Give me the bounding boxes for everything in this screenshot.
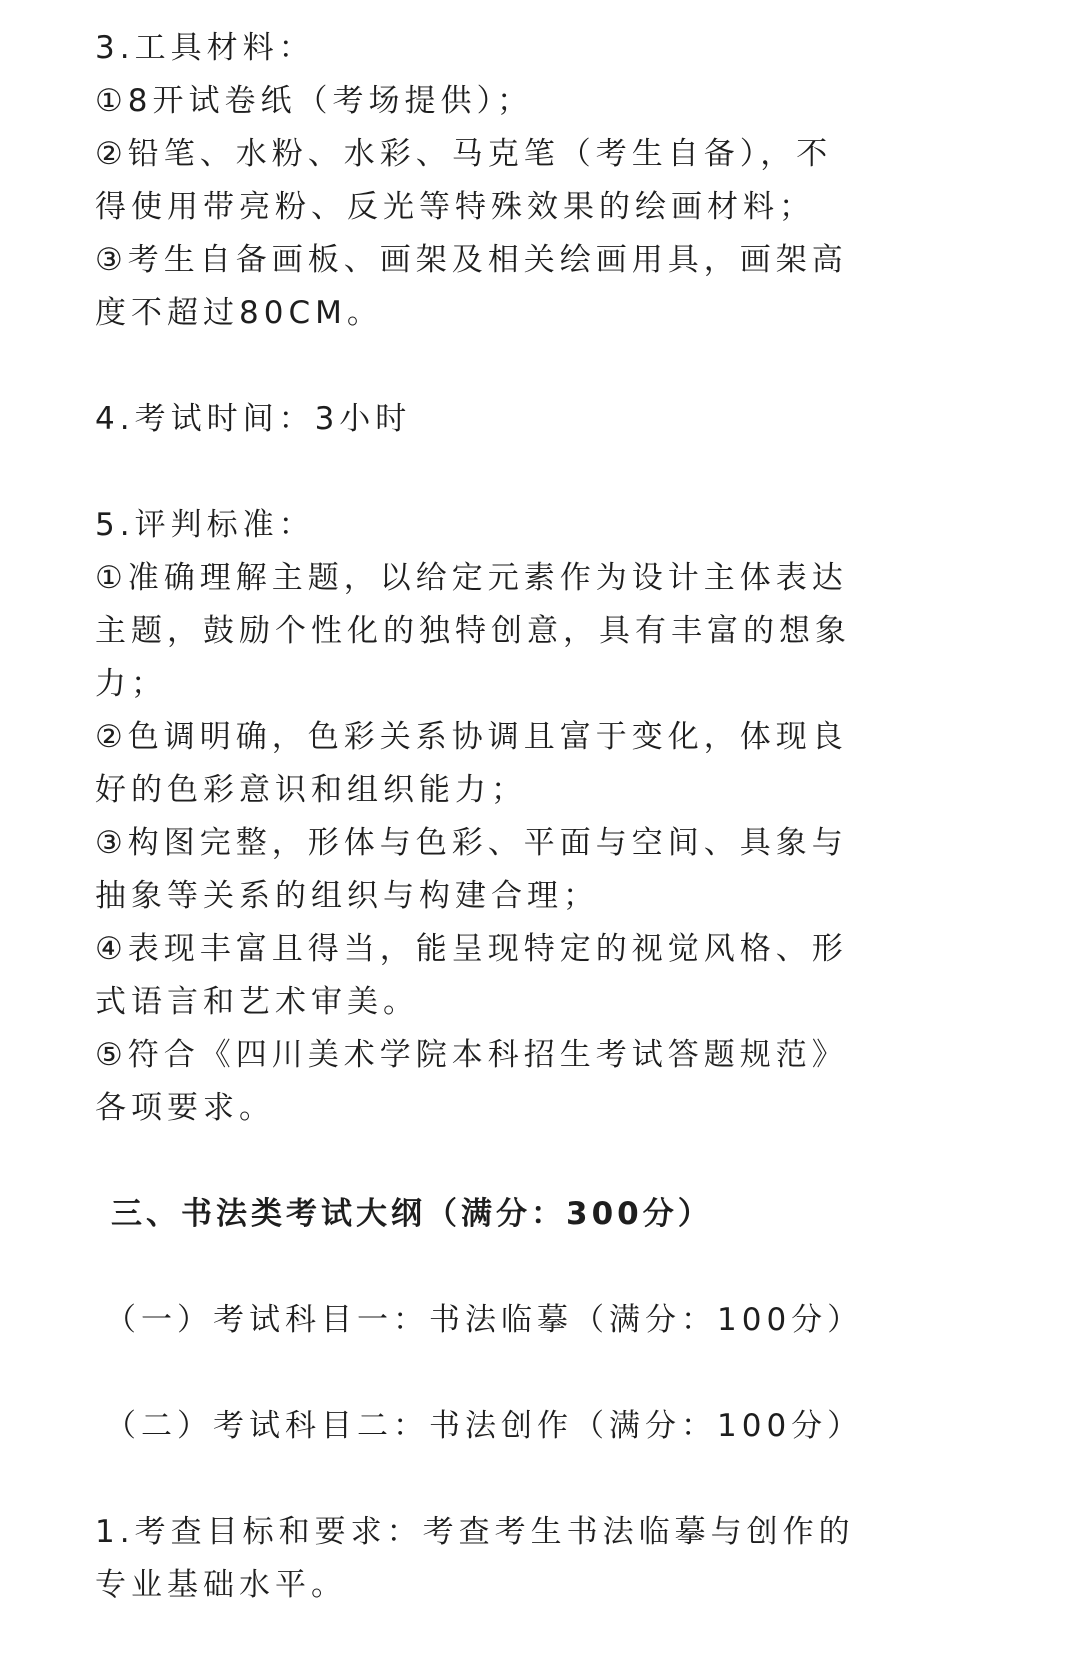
materials-item-3-line-2: 度不超过80CM。 [95,295,383,331]
materials-item-1: ①8开试卷纸（考场提供）； [95,83,534,119]
calligraphy-subject-2: （二）考试科目二：书法创作（满分：100分） [105,1408,864,1444]
calligraphy-heading: 三、书法类考试大纲（满分：300分） [111,1196,713,1232]
criteria-section [95,499,975,1135]
spacer [95,1135,975,1188]
criteria-item-5-line-1: ⑤符合《四川美术学院本科招生考试答题规范》 [95,1037,848,1073]
spacer [95,1347,975,1400]
calligraphy-goal-line-2: 专业基础水平。 [95,1567,347,1603]
calligraphy-goal-line-1: 1.考查目标和要求：考查考生书法临摹与创作的 [95,1514,855,1550]
materials-item-2-line-2: 得使用带亮粉、反光等特殊效果的绘画材料； [95,189,815,225]
criteria-item-3-line-1: ③构图完整，形体与色彩、平面与空间、具象与 [95,825,848,861]
calligraphy-section [95,1188,975,1612]
time-section [95,393,975,446]
criteria-item-3-line-2: 抽象等关系的组织与构建合理； [95,878,599,914]
criteria-item-1-line-3: 力； [95,666,167,702]
calligraphy-subject-1: （一）考试科目一：书法临摹（满分：100分） [105,1302,864,1338]
materials-heading: 3.工具材料： [95,30,315,66]
criteria-item-4-line-1: ④表现丰富且得当，能呈现特定的视觉风格、形 [95,931,848,967]
criteria-item-4-line-2: 式语言和艺术审美。 [95,984,419,1020]
document-page [95,22,975,1612]
criteria-item-1-line-1: ①准确理解主题，以给定元素作为设计主体表达 [95,560,848,596]
spacer [95,340,975,393]
criteria-item-1-line-2: 主题，鼓励个性化的独特创意，具有丰富的想象 [95,613,851,649]
criteria-item-5-line-2: 各项要求。 [95,1090,275,1126]
criteria-item-2-line-2: 好的色彩意识和组织能力； [95,772,527,808]
materials-section [95,22,975,340]
spacer [95,446,975,499]
materials-item-2-line-1: ②铅笔、水粉、水彩、马克笔（考生自备），不 [95,136,833,172]
spacer [95,1241,975,1294]
criteria-heading: 5.评判标准： [95,507,315,543]
exam-time: 4.考试时间：3小时 [95,401,412,437]
spacer [95,1453,975,1506]
materials-item-3-line-1: ③考生自备画板、画架及相关绘画用具，画架高 [95,242,848,278]
criteria-item-2-line-1: ②色调明确，色彩关系协调且富于变化，体现良 [95,719,848,755]
